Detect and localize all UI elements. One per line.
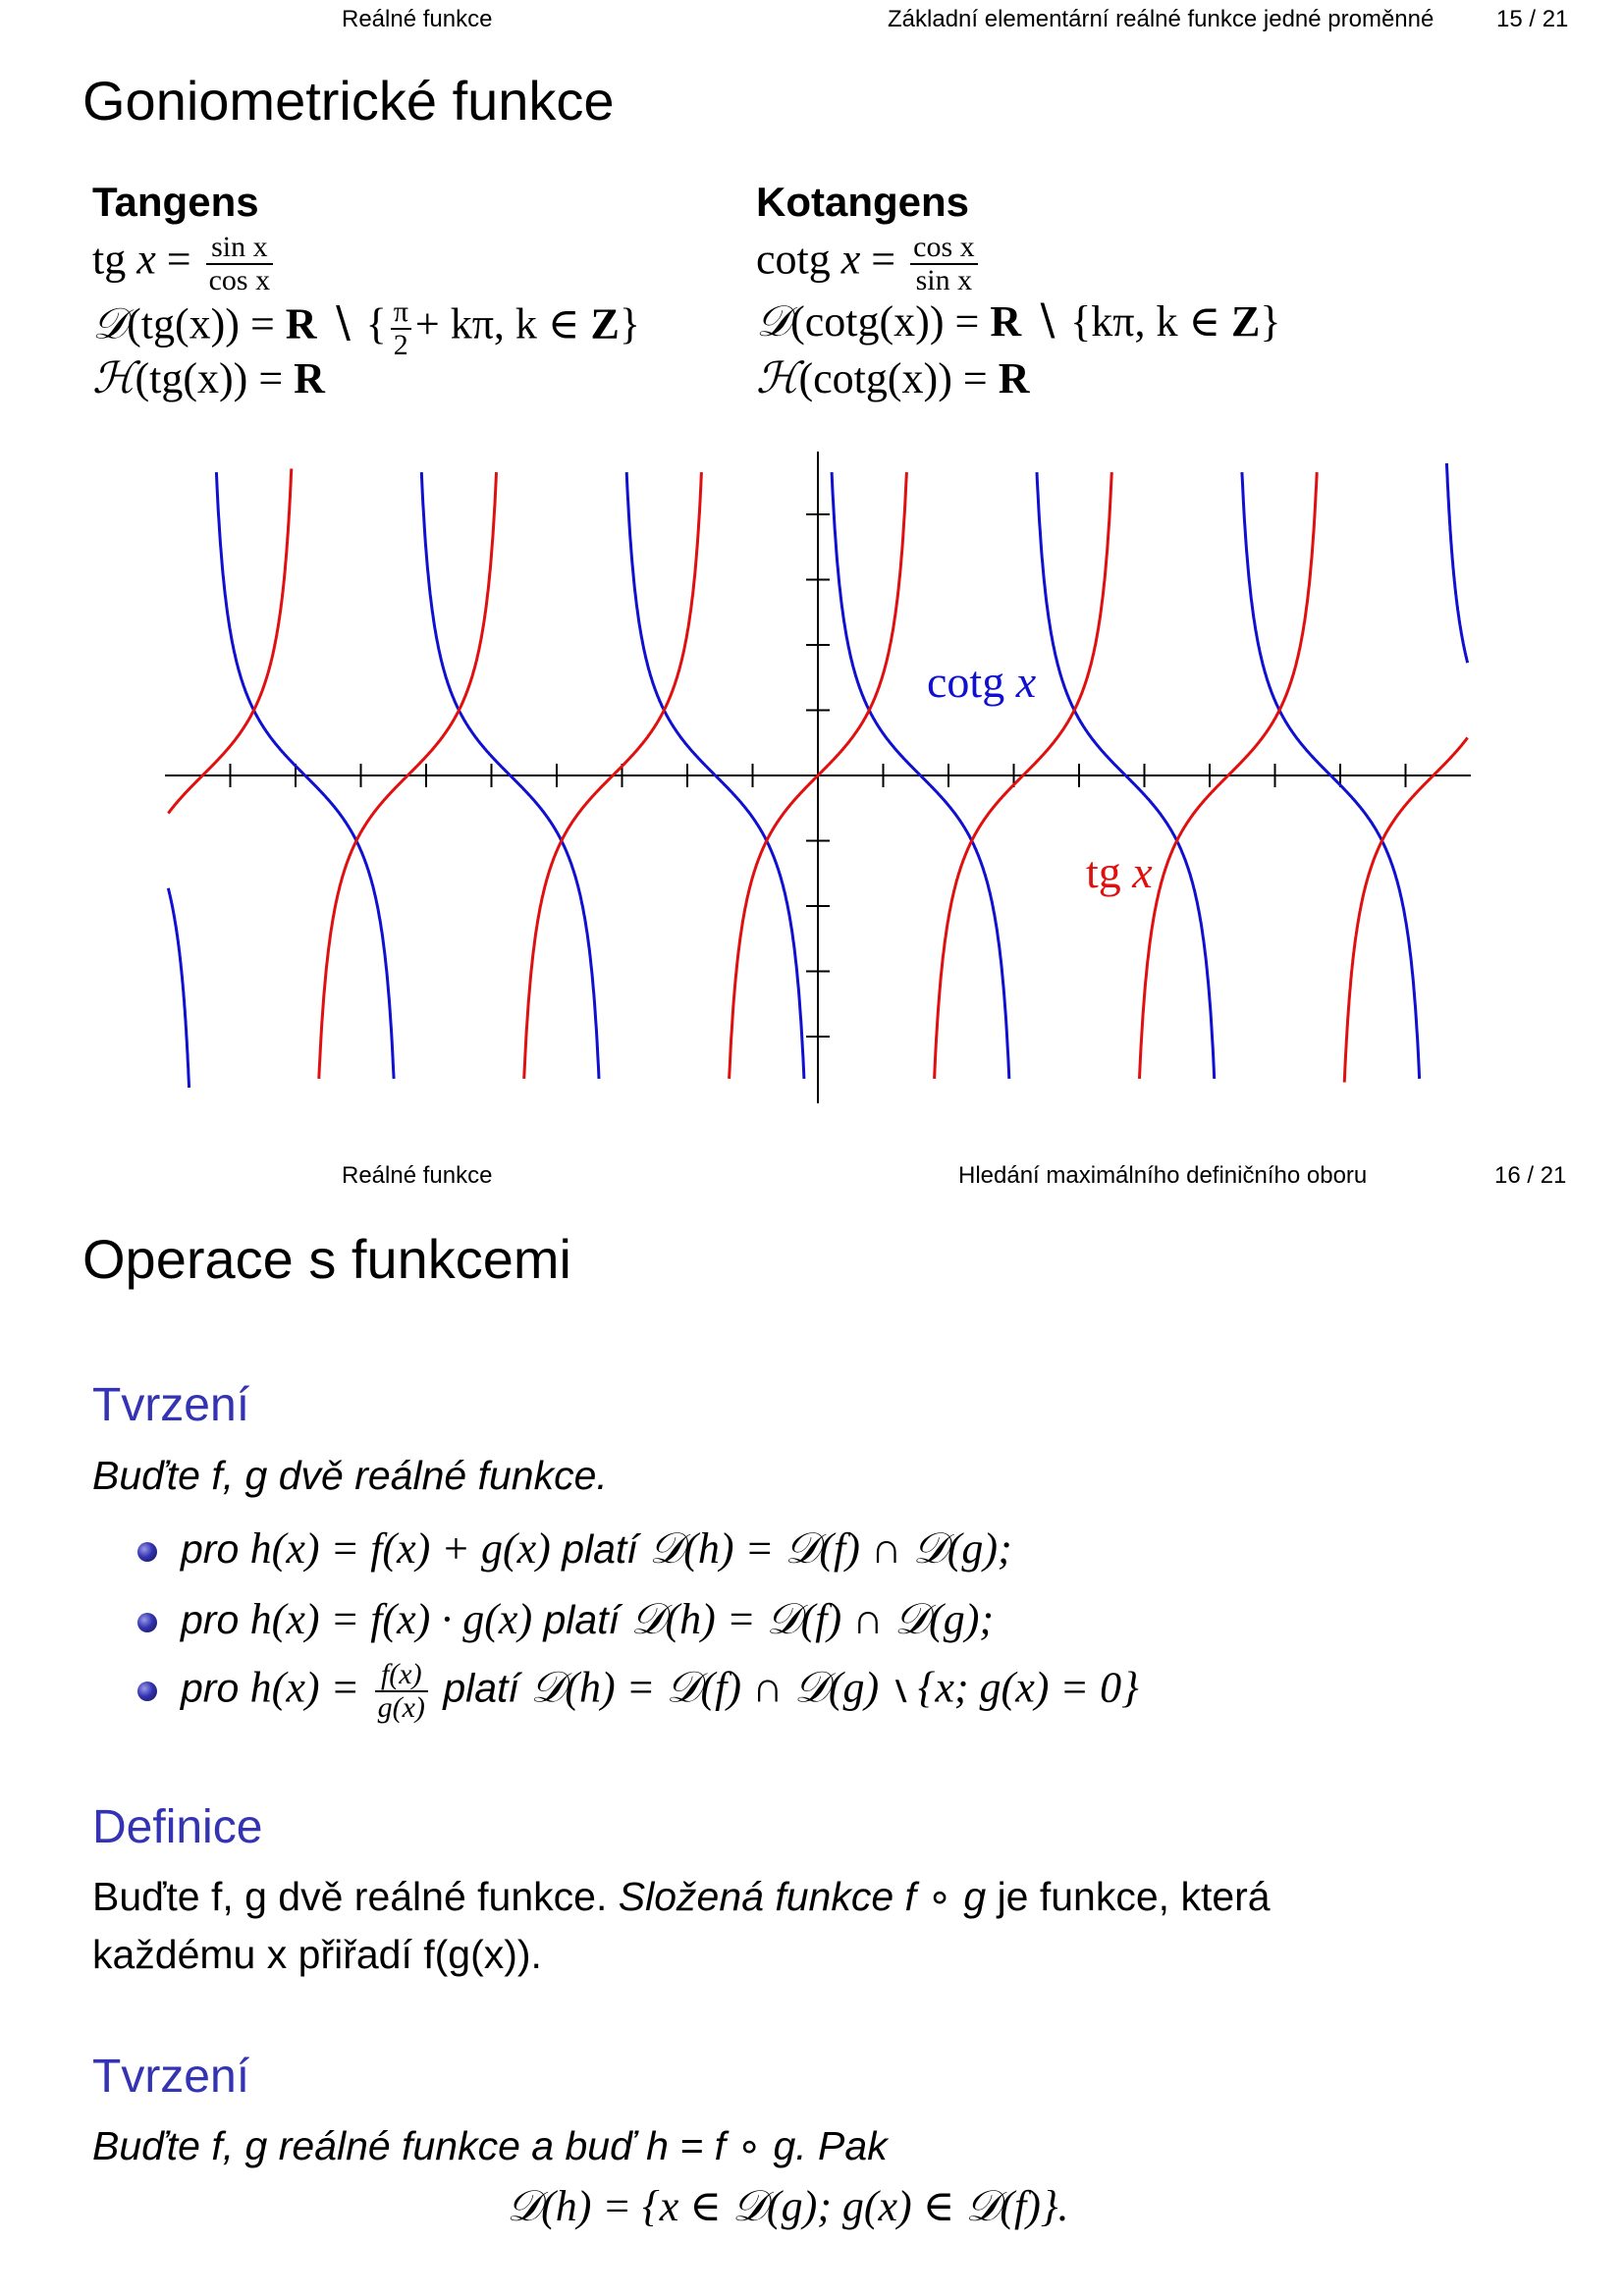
tg-label: tg x <box>1086 847 1153 897</box>
frame-title: Goniometrické funkce <box>82 70 615 132</box>
kotangens-domain: 𝒟(cotg(x)) = R ∖ {kπ, k ∈ Z} <box>756 297 1281 346</box>
tangens-domain: 𝒟(tg(x)) = R ∖ { $\frac{\pi}{2}$ + kπ, k ∈ Z} <box>92 295 640 361</box>
block-tvrzeni-2-formula: 𝒟(h) = {x ∈ 𝒟(g); g(x) ∈ 𝒟(f)}. <box>507 2182 1069 2230</box>
header-left: Reálné funkce <box>342 6 493 32</box>
kotangens-definition: cotg x = $\frac{\text{cos x}}{\text{sin x}}$ <box>756 232 982 295</box>
block-definice-line-1: Buďte f, g dvě reálné funkce. Složená funkce f ∘ g je funkce, která <box>92 1874 1271 1919</box>
block-tvrzeni-2-title: Tvrzení <box>92 2051 250 2103</box>
bullet-icon <box>137 1542 157 1562</box>
tangens-definition: tg x = $\frac{\text{sin x}}{\text{cos x}}$ <box>92 232 277 295</box>
header-page-16: 16 / 21 <box>1494 1162 1567 1189</box>
cotg-label: cotg x <box>927 657 1037 707</box>
block-tvrzeni-1-intro: Buďte f, g dvě reálné funkce. <box>92 1453 608 1498</box>
tg-branch <box>1344 738 1468 1083</box>
block-tvrzeni-1-title: Tvrzení <box>92 1379 250 1431</box>
tg-branch <box>168 468 291 813</box>
kotangens-range: ℋ(cotg(x)) = R <box>756 354 1030 402</box>
header-left-16: Reálné funkce <box>342 1162 493 1189</box>
bullet-product: pro h(x) = f(x) · g(x) platí 𝒟(h) = 𝒟(f) ∩ 𝒟(g); <box>137 1594 994 1644</box>
kotangens-heading: Kotangens <box>756 179 970 225</box>
frame-title-16: Operace s funkcemi <box>82 1228 571 1290</box>
block-tvrzeni-2-line-1: Buďte f, g reálné funkce a buď h = f ∘ g. Pak <box>92 2123 888 2168</box>
bullet-quotient: pro h(x) = $\frac{f(x)}{g(x)}$ platí 𝒟(h) = 𝒟(f) ∩ 𝒟(g) ∖ {x; g(x) = 0} <box>137 1659 1139 1723</box>
bullet-icon <box>137 1613 157 1632</box>
header-center-16: Hledání maximálního definičního oboru <box>958 1162 1368 1189</box>
bullet-icon <box>137 1682 157 1701</box>
tangens-range: ℋ(tg(x)) = R <box>92 354 325 402</box>
block-definice-title: Definice <box>92 1801 263 1853</box>
tangens-heading: Tangens <box>92 179 259 225</box>
block-definice-line-2: každému x přiřadí f(g(x)). <box>92 1932 542 1977</box>
cotg-branch <box>168 888 189 1088</box>
header-center: Základní elementární reálné funkce jedné proměnné <box>888 6 1435 32</box>
cotg-branch <box>1447 463 1468 663</box>
bullet-sum: pro h(x) = f(x) + g(x) platí 𝒟(h) = 𝒟(f) ∩ 𝒟(g); <box>137 1523 1012 1574</box>
header-page: 15 / 21 <box>1496 6 1569 32</box>
